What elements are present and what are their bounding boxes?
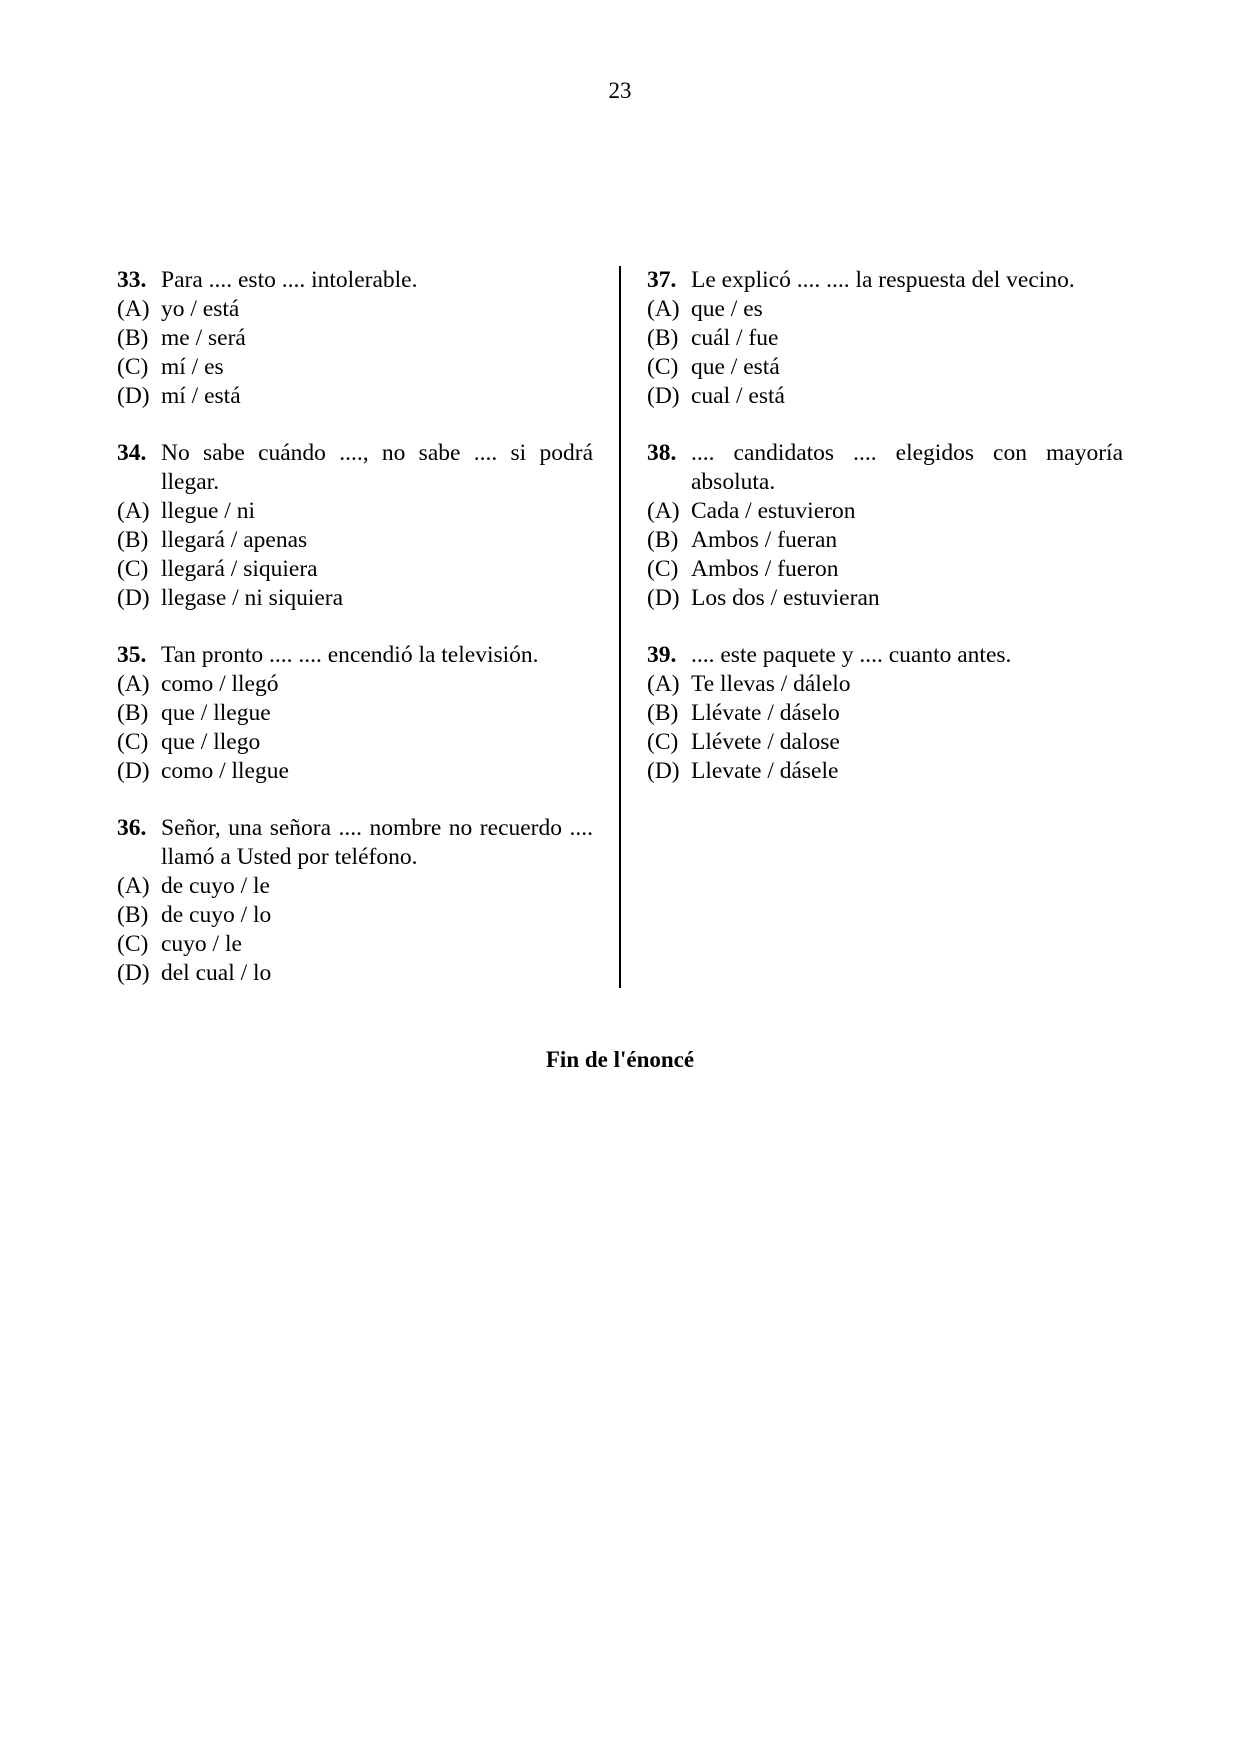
option-letter: (D) (647, 758, 680, 784)
question-text: .... candidatos .... elegidos con mayoría absoluta. (691, 440, 1123, 495)
option-a (117, 295, 593, 324)
column-divider (619, 266, 621, 988)
option-letter: (C) (117, 354, 149, 380)
question-37 (647, 266, 1123, 411)
option-text: yo / está (161, 296, 240, 322)
option-letter: (C) (117, 931, 149, 957)
option-letter: (C) (117, 556, 149, 582)
option-b (647, 699, 1123, 728)
option-d (647, 757, 1123, 786)
page-number: 23 (608, 78, 632, 103)
option-text: Cada / estuvieron (691, 498, 856, 524)
option-b (647, 526, 1123, 555)
option-text: me / será (161, 325, 246, 351)
question-text: .... este paquete y .... cuanto antes. (691, 642, 1012, 668)
option-c (117, 930, 593, 959)
option-letter: (D) (647, 585, 680, 611)
option-d (647, 382, 1123, 411)
option-letter: (C) (647, 556, 679, 582)
option-b (117, 324, 593, 353)
option-text: cuál / fue (691, 325, 779, 351)
option-c (647, 353, 1123, 382)
option-text: llegase / ni siquiera (161, 585, 344, 611)
question-39 (647, 641, 1123, 786)
question-33 (117, 266, 593, 411)
option-letter: (A) (647, 498, 680, 524)
option-letter: (D) (117, 383, 150, 409)
option-text: del cual / lo (161, 960, 272, 986)
option-letter: (C) (117, 729, 149, 755)
option-c (117, 353, 593, 382)
option-letter: (B) (117, 527, 149, 553)
option-letter: (A) (117, 498, 150, 524)
option-b (647, 324, 1123, 353)
option-letter: (B) (647, 325, 679, 351)
left-column (117, 266, 593, 1016)
option-text: Llévete / dalose (691, 729, 840, 755)
question-number: 36. (117, 815, 147, 841)
option-text: que / es (691, 296, 763, 322)
option-a (647, 295, 1123, 324)
option-d (117, 584, 593, 613)
option-letter: (C) (647, 729, 679, 755)
option-text: de cuyo / le (161, 873, 270, 899)
option-text: mí / es (161, 354, 224, 380)
option-text: Llevate / dásele (691, 758, 839, 784)
question-38 (647, 439, 1123, 613)
question-35 (117, 641, 593, 786)
option-letter: (B) (647, 700, 679, 726)
option-d (117, 757, 593, 786)
option-letter: (D) (117, 585, 150, 611)
option-a (647, 670, 1123, 699)
option-d (117, 382, 593, 411)
question-text: No sabe cuándo ...., no sabe .... si podrá llegar. (161, 440, 593, 495)
option-text: Ambos / fueron (691, 556, 839, 582)
option-text: como / llegó (161, 671, 279, 697)
option-text: que / está (691, 354, 780, 380)
option-text: Los dos / estuvieran (691, 585, 880, 611)
option-text: Ambos / fueran (691, 527, 838, 553)
option-text: llegará / apenas (161, 527, 308, 553)
question-number: 34. (117, 440, 147, 466)
option-b (117, 699, 593, 728)
option-b (117, 901, 593, 930)
option-a (647, 497, 1123, 526)
option-text: cuyo / le (161, 931, 242, 957)
option-letter: (B) (117, 902, 149, 928)
option-text: cual / está (691, 383, 785, 409)
option-text: que / llego (161, 729, 261, 755)
option-text: Llévate / dáselo (691, 700, 840, 726)
option-c (117, 728, 593, 757)
option-b (117, 526, 593, 555)
option-letter: (A) (117, 873, 150, 899)
option-letter: (B) (117, 325, 149, 351)
option-letter: (C) (647, 354, 679, 380)
end-of-statement: Fin de l'énoncé (545, 1047, 695, 1072)
option-c (647, 555, 1123, 584)
option-text: Te llevas / dálelo (691, 671, 851, 697)
question-number: 37. (647, 267, 677, 293)
option-text: llegará / siquiera (161, 556, 318, 582)
option-letter: (D) (117, 960, 150, 986)
question-number: 39. (647, 642, 677, 668)
option-letter: (A) (117, 296, 150, 322)
option-text: llegue / ni (161, 498, 255, 524)
option-letter: (A) (117, 671, 150, 697)
question-text: Para .... esto .... intolerable. (161, 267, 418, 293)
option-d (647, 584, 1123, 613)
question-number: 33. (117, 267, 147, 293)
option-letter: (A) (647, 671, 680, 697)
option-a (117, 872, 593, 901)
option-text: de cuyo / lo (161, 902, 272, 928)
option-letter: (A) (647, 296, 680, 322)
option-letter: (B) (647, 527, 679, 553)
question-number: 38. (647, 440, 677, 466)
option-text: que / llegue (161, 700, 271, 726)
option-letter: (B) (117, 700, 149, 726)
question-text: Tan pronto .... .... encendió la televisión. (161, 642, 539, 668)
option-c (117, 555, 593, 584)
right-column (647, 266, 1123, 814)
option-a (117, 670, 593, 699)
option-text: mí / está (161, 383, 241, 409)
option-text: como / llegue (161, 758, 289, 784)
question-text: Le explicó .... .... la respuesta del vecino. (691, 267, 1075, 293)
question-text: Señor, una señora .... nombre no recuerdo .... llamó a Usted por teléfono. (161, 815, 593, 870)
option-c (647, 728, 1123, 757)
option-a (117, 497, 593, 526)
option-letter: (D) (117, 758, 150, 784)
question-number: 35. (117, 642, 147, 668)
question-36 (117, 814, 593, 988)
option-letter: (D) (647, 383, 680, 409)
question-34 (117, 439, 593, 613)
option-d (117, 959, 593, 988)
